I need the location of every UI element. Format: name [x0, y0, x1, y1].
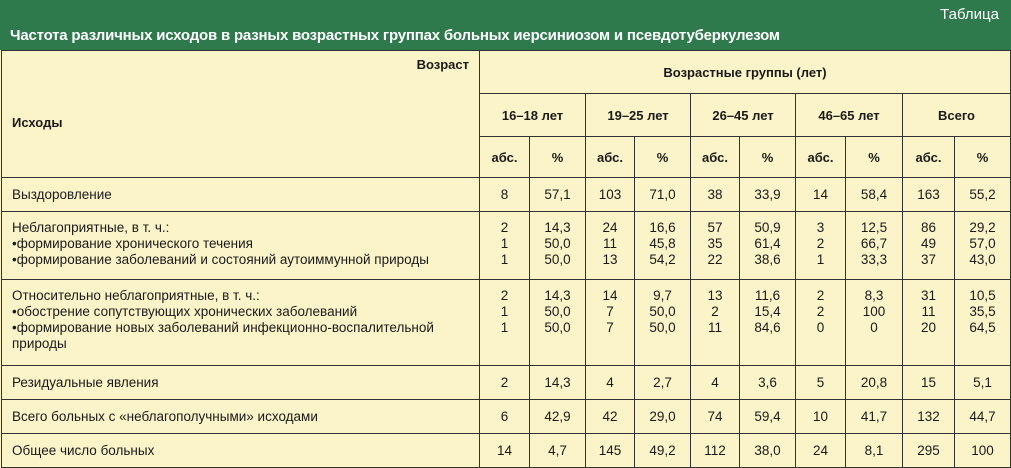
abs-column-header: абс. — [480, 137, 530, 178]
cell-value: 50,0 — [544, 320, 571, 335]
pct-column-header: % — [740, 137, 796, 178]
age-group-header: 26–45 лет — [691, 94, 796, 137]
abs-column-header: абс. — [796, 137, 846, 178]
value-cell — [796, 178, 846, 212]
cell-value: 0 — [870, 320, 878, 335]
cell-value: 103 — [598, 187, 622, 202]
corner-cell — [2, 51, 480, 178]
cell-value: 2 — [816, 304, 825, 319]
value-cell — [586, 434, 635, 468]
cell-value: 35,5 — [969, 304, 996, 319]
cell-value: 38 — [707, 187, 723, 202]
value-cell — [846, 178, 903, 212]
value-cell — [691, 400, 740, 434]
age-group-header: 19–25 лет — [586, 94, 691, 137]
value-cell — [955, 212, 1011, 280]
value-cell — [740, 434, 796, 468]
cell-value: 42,9 — [544, 409, 571, 424]
cell-value: 42 — [602, 409, 618, 424]
cell-value: 1 — [500, 252, 509, 267]
cell-value: 43,0 — [969, 252, 996, 267]
cell-value: 66,7 — [860, 236, 888, 251]
value-cell — [635, 434, 691, 468]
outcome-sublabel: • обострение сопутствующих хронических заболеваний — [12, 304, 475, 320]
cell-value: 33,3 — [860, 252, 888, 267]
table-title: Частота различных исходов в разных возрастных группах больных иерсиниозом и псевдотуберкулезом — [10, 27, 780, 44]
cell-value: 2 — [816, 288, 825, 303]
cell-value: 100 — [862, 304, 886, 319]
cell-value: 3,6 — [758, 375, 777, 390]
cell-value: 55,2 — [969, 187, 996, 202]
cell-value: 61,4 — [754, 236, 781, 251]
cell-value: 57,1 — [544, 187, 571, 202]
pct-column-header: % — [846, 137, 903, 178]
age-group-header: 16–18 лет — [480, 94, 586, 137]
cell-value: 1 — [500, 236, 509, 251]
outcome-label-cell — [2, 178, 480, 212]
value-cell — [903, 212, 955, 280]
table-row — [2, 212, 1011, 280]
table-row — [2, 400, 1011, 434]
cell-value: 1 — [500, 304, 509, 319]
pct-column-header: % — [955, 137, 1011, 178]
value-cell — [740, 400, 796, 434]
cell-value: 20 — [920, 320, 937, 335]
value-cell — [530, 178, 586, 212]
cell-value: 3 — [816, 220, 825, 235]
cell-value: 14,3 — [544, 288, 571, 303]
outcomes-table — [1, 50, 1011, 468]
outcome-label-cell — [2, 212, 480, 280]
value-cell — [530, 434, 586, 468]
value-cell — [740, 366, 796, 400]
value-cell — [586, 366, 635, 400]
cell-value: 5 — [816, 375, 825, 390]
cell-value: 35 — [707, 236, 723, 251]
outcome-sublabel: • формирование заболеваний и состояний аутоиммунной природы — [12, 252, 475, 268]
value-cell — [796, 366, 846, 400]
cell-value: 41,7 — [860, 409, 888, 424]
table-header-bar — [0, 0, 1011, 50]
cell-value: 49 — [920, 236, 937, 251]
cell-value: 10,5 — [969, 288, 996, 303]
value-cell — [903, 280, 955, 366]
cell-value: 145 — [598, 443, 622, 458]
cell-value: 59,4 — [754, 409, 781, 424]
cell-value: 86 — [920, 220, 937, 235]
cell-value: 0 — [816, 320, 825, 335]
cell-value: 1 — [500, 320, 509, 335]
cell-value: 112 — [704, 443, 726, 458]
outcome-label: Относительно неблагоприятные, в т. ч.: — [12, 288, 260, 303]
cell-value: 7 — [606, 320, 614, 335]
age-group-header: 46–65 лет — [796, 94, 903, 137]
cell-value: 163 — [917, 187, 940, 202]
cell-value: 6 — [500, 409, 509, 424]
value-cell — [530, 280, 586, 366]
cell-value: 50,0 — [649, 304, 676, 319]
table-tag: Таблица — [940, 6, 999, 23]
cell-value: 22 — [707, 252, 723, 267]
cell-value: 8,1 — [864, 443, 884, 458]
value-cell — [635, 212, 691, 280]
value-cell — [586, 212, 635, 280]
cell-value: 44,7 — [969, 409, 996, 424]
value-cell — [691, 366, 740, 400]
outcome-label: Неблагоприятные, в т. ч.: — [12, 220, 170, 235]
value-cell — [955, 178, 1011, 212]
value-cell — [586, 178, 635, 212]
cell-value: 54,2 — [649, 252, 676, 267]
age-groups-header: Возрастные группы (лет) — [480, 51, 1011, 94]
cell-value: 50,0 — [544, 252, 571, 267]
cell-value: 29,2 — [969, 220, 996, 235]
age-group-header: Всего — [903, 94, 1011, 137]
cell-value: 11 — [707, 320, 722, 335]
cell-value: 84,6 — [754, 320, 781, 335]
cell-value: 64,5 — [969, 320, 996, 335]
cell-value: 14,3 — [544, 375, 571, 390]
cell-value: 295 — [917, 443, 940, 458]
value-cell — [530, 366, 586, 400]
value-cell — [691, 280, 740, 366]
cell-value: 49,2 — [649, 443, 676, 458]
value-cell — [480, 178, 530, 212]
cell-value: 31 — [920, 288, 937, 303]
outcome-label: Всего больных с «неблагополучными» исходами — [12, 409, 318, 424]
value-cell — [846, 280, 903, 366]
cell-value: 1 — [816, 252, 825, 267]
corner-age-label: Возраст — [416, 57, 469, 72]
value-cell — [955, 434, 1011, 468]
cell-value: 4 — [606, 375, 614, 390]
outcome-sublabel: • формирование новых заболеваний инфекционно-воспалительной природы — [12, 320, 475, 352]
cell-value: 9,7 — [653, 288, 672, 303]
cell-value: 50,9 — [754, 220, 781, 235]
cell-value: 29,0 — [649, 409, 676, 424]
value-cell — [530, 212, 586, 280]
value-cell — [635, 178, 691, 212]
value-cell — [586, 400, 635, 434]
value-cell — [530, 400, 586, 434]
cell-value: 100 — [971, 443, 994, 458]
cell-value: 12,5 — [860, 220, 888, 235]
cell-value: 57 — [707, 220, 723, 235]
cell-value: 57,0 — [969, 236, 996, 251]
value-cell — [740, 178, 796, 212]
value-cell — [955, 400, 1011, 434]
outcome-label-cell — [2, 434, 480, 468]
value-cell — [846, 366, 903, 400]
value-cell — [480, 366, 530, 400]
cell-value: 8,3 — [864, 288, 884, 303]
value-cell — [586, 280, 635, 366]
value-cell — [691, 178, 740, 212]
cell-value: 4,7 — [548, 443, 567, 458]
value-cell — [691, 434, 740, 468]
cell-value: 14 — [812, 187, 829, 202]
value-cell — [480, 434, 530, 468]
cell-value: 15 — [920, 375, 937, 390]
value-cell — [635, 280, 691, 366]
value-cell — [796, 434, 846, 468]
cell-value: 2 — [500, 375, 509, 390]
abs-column-header: абс. — [691, 137, 740, 178]
cell-value: 14,3 — [544, 220, 571, 235]
outcome-label: Резидуальные явления — [12, 375, 159, 390]
cell-value: 2 — [500, 220, 509, 235]
value-cell — [740, 212, 796, 280]
pct-column-header: % — [635, 137, 691, 178]
value-cell — [955, 280, 1011, 366]
cell-value: 2,7 — [653, 375, 672, 390]
cell-value: 11 — [921, 304, 936, 319]
cell-value: 24 — [812, 443, 829, 458]
cell-value: 2 — [816, 236, 825, 251]
cell-value: 24 — [602, 220, 618, 235]
value-cell — [903, 434, 955, 468]
cell-value: 132 — [917, 409, 940, 424]
cell-value: 8 — [500, 187, 509, 202]
table-row — [2, 366, 1011, 400]
value-cell — [796, 212, 846, 280]
value-cell — [903, 366, 955, 400]
cell-value: 74 — [707, 409, 723, 424]
value-cell — [796, 400, 846, 434]
value-cell — [480, 280, 530, 366]
value-cell — [480, 400, 530, 434]
cell-value: 10 — [812, 409, 829, 424]
outcome-label-cell — [2, 400, 480, 434]
cell-value: 50,0 — [544, 236, 571, 251]
cell-value: 7 — [606, 304, 614, 319]
value-cell — [635, 366, 691, 400]
value-cell — [846, 434, 903, 468]
cell-value: 2 — [711, 304, 719, 319]
cell-value: 45,8 — [649, 236, 676, 251]
cell-value: 50,0 — [649, 320, 676, 335]
cell-value: 38,6 — [754, 252, 781, 267]
cell-value: 14 — [602, 288, 618, 303]
value-cell — [480, 212, 530, 280]
corner-outcomes-label: Исходы — [12, 115, 63, 130]
value-cell — [796, 280, 846, 366]
value-cell — [740, 280, 796, 366]
cell-value: 5,1 — [973, 375, 992, 390]
value-cell — [691, 212, 740, 280]
cell-value: 37 — [920, 252, 937, 267]
table-row — [2, 178, 1011, 212]
cell-value: 11,6 — [754, 288, 781, 303]
table-row — [2, 280, 1011, 366]
cell-value: 13 — [602, 252, 618, 267]
value-cell — [635, 400, 691, 434]
cell-value: 58,4 — [860, 187, 888, 202]
cell-value: 2 — [500, 288, 509, 303]
cell-value: 20,8 — [860, 375, 888, 390]
abs-column-header: абс. — [903, 137, 955, 178]
table-row — [2, 434, 1011, 468]
cell-value: 4 — [711, 375, 719, 390]
value-cell — [903, 400, 955, 434]
value-cell — [955, 366, 1011, 400]
cell-value: 33,9 — [754, 187, 781, 202]
cell-value: 11 — [602, 236, 617, 251]
cell-value: 14 — [496, 443, 513, 458]
value-cell — [903, 178, 955, 212]
value-cell — [846, 400, 903, 434]
outcome-label-cell — [2, 366, 480, 400]
value-cell — [846, 212, 903, 280]
cell-value: 50,0 — [544, 304, 571, 319]
cell-value: 13 — [707, 288, 723, 303]
outcome-label: Общее число больных — [12, 443, 155, 458]
cell-value: 71,0 — [649, 187, 676, 202]
cell-value: 15,4 — [754, 304, 781, 319]
outcome-sublabel: • формирование хронического течения — [12, 236, 475, 252]
outcome-label: Выздоровление — [12, 187, 112, 202]
outcome-label-cell — [2, 280, 480, 366]
cell-value: 38,0 — [754, 443, 781, 458]
pct-column-header: % — [530, 137, 586, 178]
cell-value: 16,6 — [649, 220, 676, 235]
abs-column-header: абс. — [586, 137, 635, 178]
